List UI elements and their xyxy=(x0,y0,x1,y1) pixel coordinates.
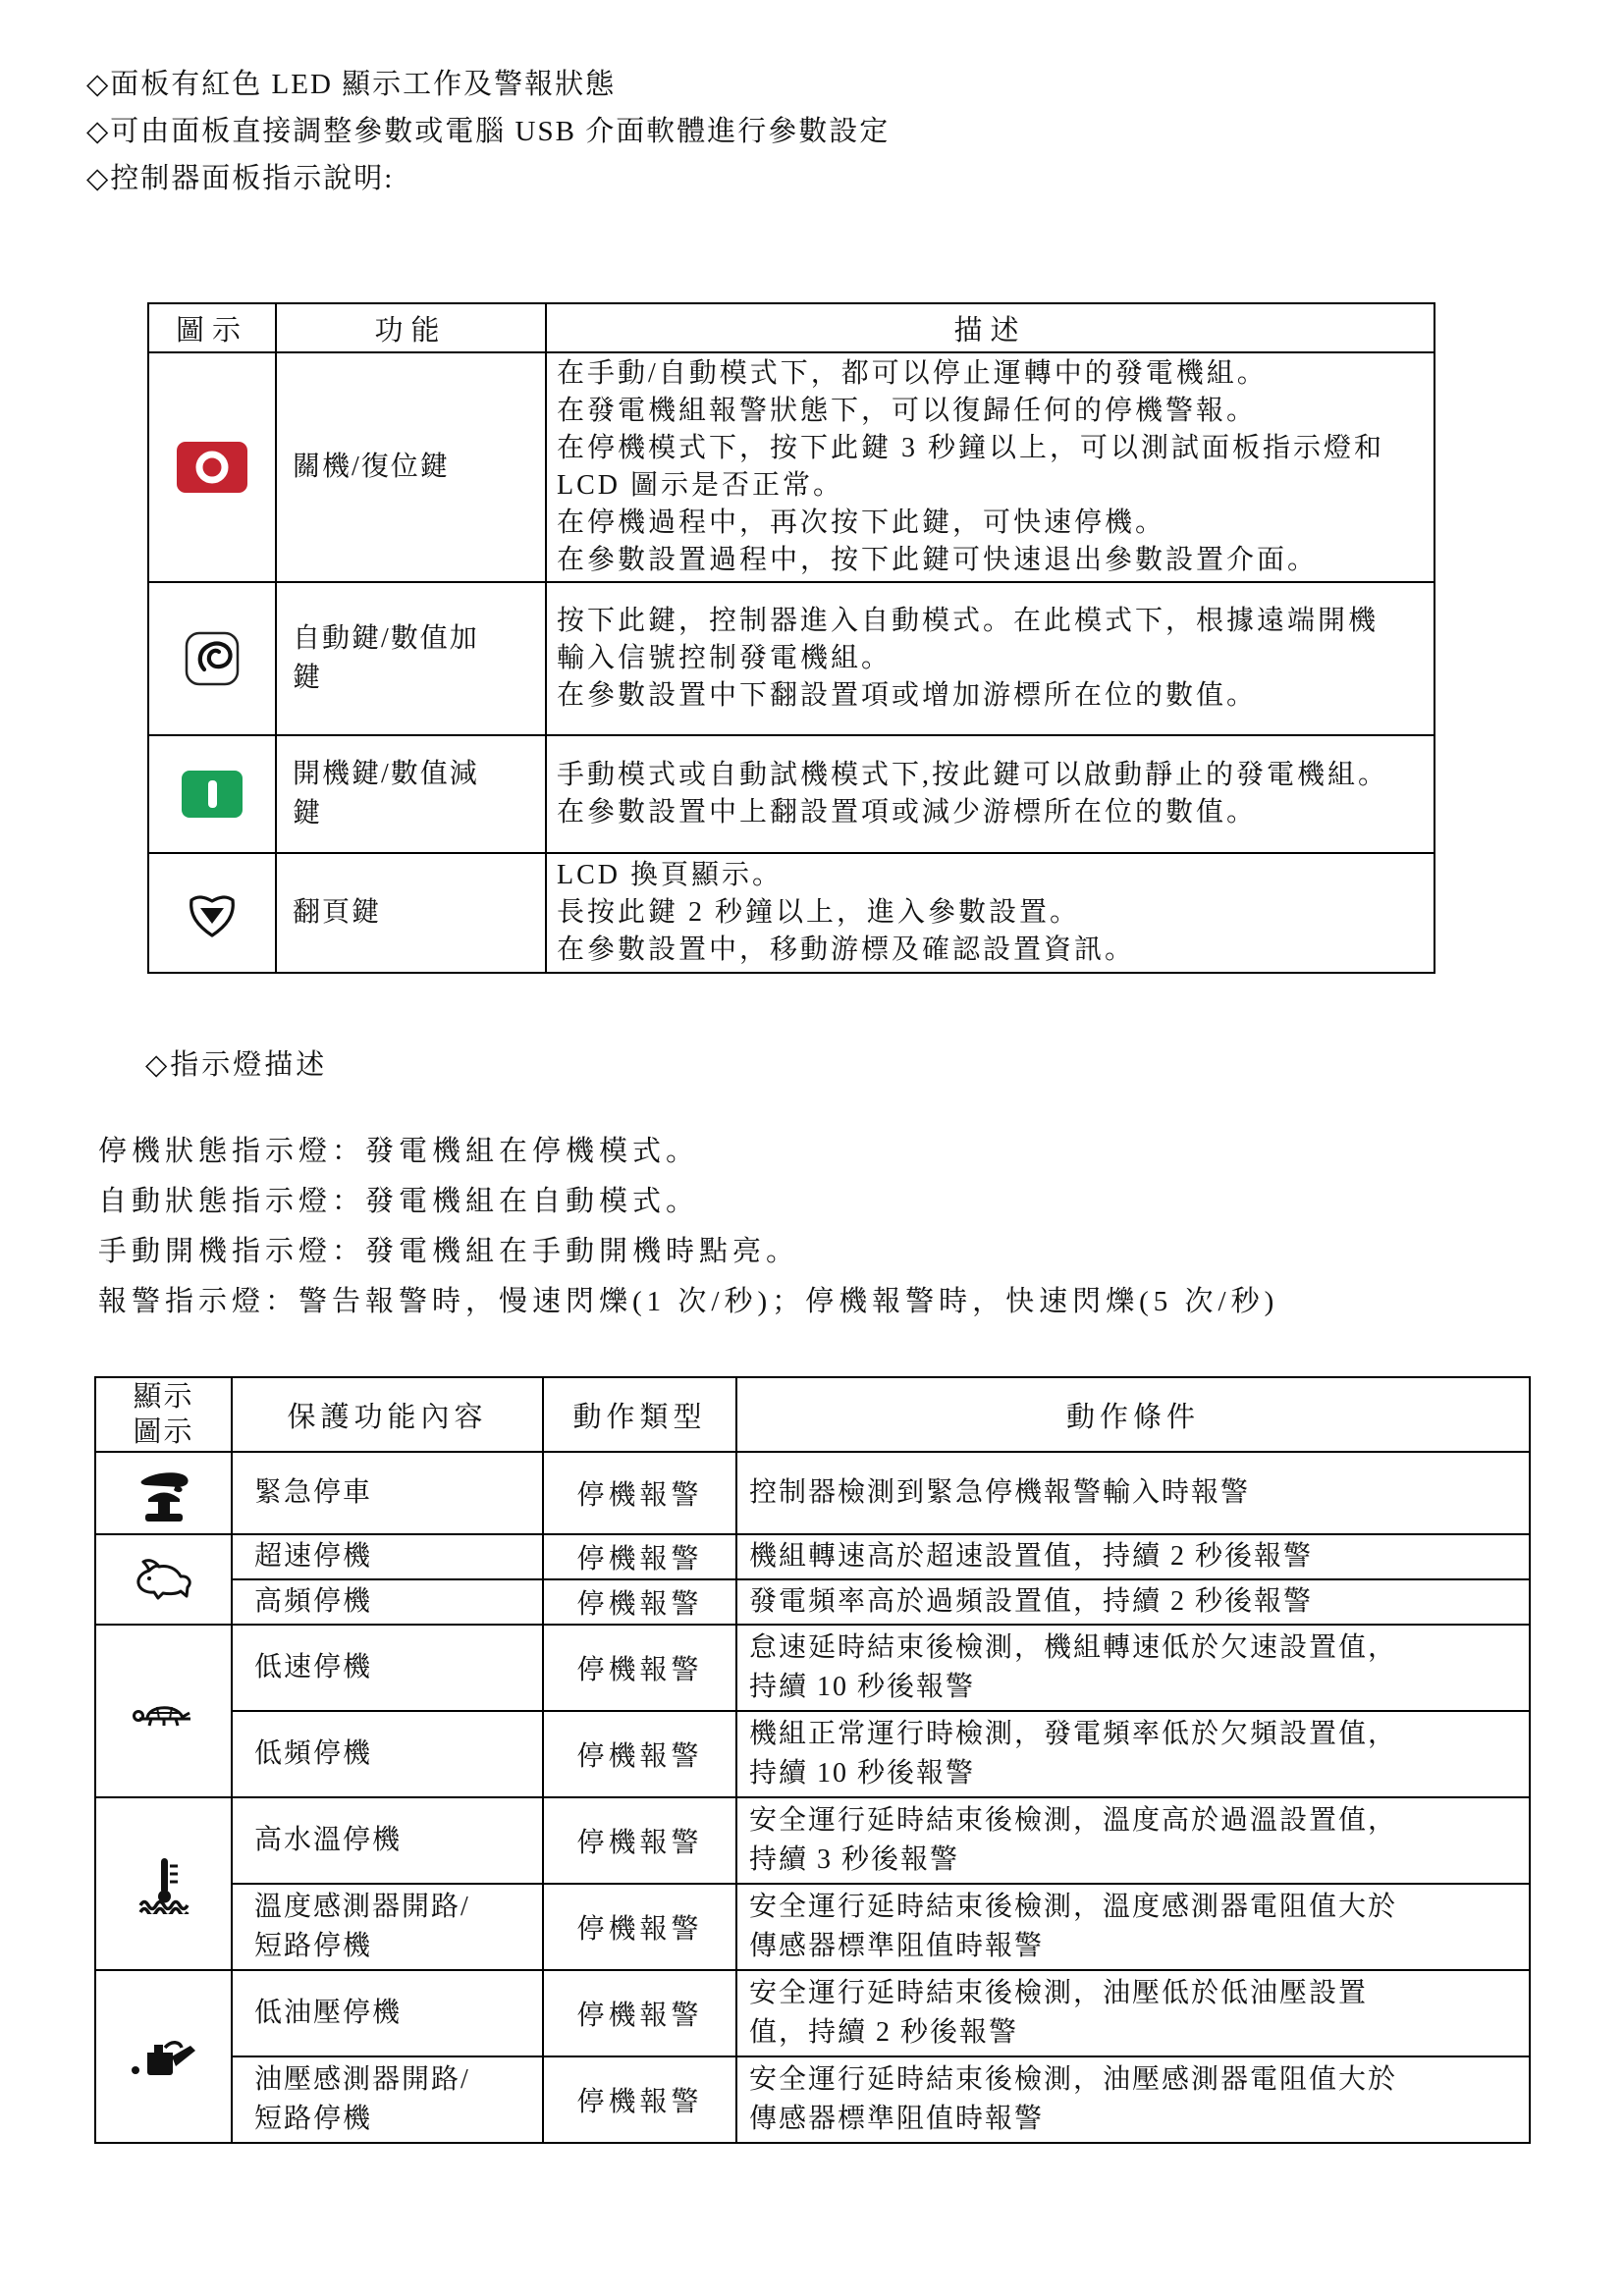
function-cell: 自動鍵/數值加 鍵 xyxy=(276,582,546,735)
emergency-stop-icon xyxy=(133,1464,195,1522)
col-header-protection: 保護功能內容 xyxy=(232,1377,543,1452)
bullet-line: ◇控制器面板指示說明: xyxy=(86,163,395,194)
protection-content-cell: 溫度感測器開路/ 短路停機 xyxy=(232,1884,543,1970)
action-condition-cell: 機組正常運行時檢測，發電頻率低於欠頻設置值， 持續 10 秒後報警 xyxy=(736,1711,1530,1797)
indicator-line: 停機狀態指示燈：發電機組在停機模式。 xyxy=(98,1136,700,1167)
start-key-cell xyxy=(148,735,276,853)
action-type-cell: 停機報警 xyxy=(543,1711,736,1797)
protection-content-cell: 低頻停機 xyxy=(232,1711,543,1797)
col-header-action-condition: 動作條件 xyxy=(736,1377,1530,1452)
action-type-cell: 停機報警 xyxy=(543,1452,736,1534)
action-type-cell: 停機報警 xyxy=(543,1970,736,2056)
protection-content-cell: 緊急停車 xyxy=(232,1452,543,1534)
rabbit-cell xyxy=(95,1534,232,1625)
rabbit-icon xyxy=(133,1557,195,1602)
indicator-line: 自動狀態指示燈：發電機組在自動模式。 xyxy=(98,1186,700,1217)
indicator-descriptions xyxy=(98,1127,1278,1327)
table-header-row xyxy=(95,1377,1530,1452)
table-row xyxy=(95,1711,1530,1797)
col-header-action-type: 動作類型 xyxy=(543,1377,736,1452)
indicator-section-title: ◇指示燈描述 xyxy=(145,1049,328,1081)
col-header-display-icon: 顯示 圖示 xyxy=(95,1377,232,1452)
action-type-cell: 停機報警 xyxy=(543,1797,736,1884)
function-cell: 開機鍵/數值減 鍵 xyxy=(276,735,546,853)
protection-table xyxy=(94,1376,1531,2144)
oil-pressure-cell xyxy=(95,1970,232,2143)
action-condition-cell: 安全運行延時結束後檢測，油壓感測器電阻值大於 傳感器標準阻值時報警 xyxy=(736,2056,1530,2143)
action-type-cell: 停機報警 xyxy=(543,1884,736,1970)
action-type-cell: 停機報警 xyxy=(543,1579,736,1625)
description-cell: LCD 換頁顯示。 長按此鍵 2 秒鐘以上，進入參數設置。 在參數設置中，移動游標及確認設置資訊。 xyxy=(546,853,1435,973)
intro-bullets xyxy=(86,61,890,202)
table-row xyxy=(95,1797,1530,1884)
table-row xyxy=(95,1579,1530,1625)
bullet-line: ◇面板有紅色 LED 顯示工作及警報狀態 xyxy=(86,69,617,100)
col-header-function: 功能 xyxy=(276,303,546,352)
protection-content-cell: 低油壓停機 xyxy=(232,1970,543,2056)
function-cell: 關機/復位鍵 xyxy=(276,352,546,582)
protection-content-cell: 超速停機 xyxy=(232,1534,543,1579)
indicator-line: 報警指示燈：警告報警時，慢速閃爍(1 次/秒)；停機報警時，快速閃爍(5 次/秒) xyxy=(98,1286,1279,1317)
action-condition-cell: 安全運行延時結束後檢測，溫度感測器電阻值大於 傳感器標準阻值時報警 xyxy=(736,1884,1530,1970)
action-type-cell: 停機報警 xyxy=(543,1534,736,1579)
water-temp-cell xyxy=(95,1797,232,1970)
action-condition-cell: 控制器檢測到緊急停機報警輸入時報警 xyxy=(736,1452,1530,1534)
oil-can-icon xyxy=(128,2033,200,2080)
action-type-cell: 停機報警 xyxy=(543,2056,736,2143)
col-header-icon: 圖示 xyxy=(148,303,276,352)
panel-buttons-table xyxy=(147,302,1435,974)
action-condition-cell: 發電頻率高於過頻設置值，持續 2 秒後報警 xyxy=(736,1579,1530,1625)
description-cell: 按下此鍵，控制器進入自動模式。在此模式下，根據遠端開機 輸入信號控制發電機組。 在參數設置中下翻設置項或增加游標所在位的數值。 xyxy=(546,582,1435,735)
protection-content-cell: 高頻停機 xyxy=(232,1579,543,1625)
description-cell: 手動模式或自動試機模式下,按此鍵可以啟動靜止的發電機組。 在參數設置中上翻設置項或減少游標所在位的數值。 xyxy=(546,735,1435,853)
description-cell: 在手動/自動模式下，都可以停止運轉中的發電機組。 在發電機組報警狀態下，可以復歸任何的停機警報。 在停機模式下，按下此鍵 3 秒鐘以上，可以測試面板指示燈和 LCD 圖示是否正常。 在停機過程中，再次按下此鍵，可快速停機。 在參數設置過程中，按下此鍵可快速退出參數設置介面。 xyxy=(546,352,1435,582)
turtle-icon xyxy=(130,1689,198,1733)
bullet-line: ◇可由面板直接調整參數或電腦 USB 介面軟體進行參數設定 xyxy=(86,116,891,147)
function-cell: 翻頁鍵 xyxy=(276,853,546,973)
auto-key-icon xyxy=(185,631,240,686)
table-row xyxy=(95,1452,1530,1534)
table-row xyxy=(148,735,1435,853)
protection-content-cell: 低速停機 xyxy=(232,1625,543,1711)
auto-key-cell xyxy=(148,582,276,735)
table-row xyxy=(148,853,1435,973)
action-condition-cell: 機組轉速高於超速設置值，持續 2 秒後報警 xyxy=(736,1534,1530,1579)
col-header-description: 描述 xyxy=(546,303,1435,352)
table-row xyxy=(148,582,1435,735)
protection-content-cell: 高水溫停機 xyxy=(232,1797,543,1884)
table-row xyxy=(148,352,1435,582)
start-key-icon xyxy=(181,770,244,819)
table-row xyxy=(95,2056,1530,2143)
table-row xyxy=(95,1884,1530,1970)
table-row xyxy=(95,1970,1530,2056)
indicator-line: 手動開機指示燈：發電機組在手動開機時點亮。 xyxy=(98,1236,800,1267)
emergency-stop-cell xyxy=(95,1452,232,1534)
stop-reset-button-icon xyxy=(176,441,248,494)
page-key-cell xyxy=(148,853,276,973)
action-type-cell: 停機報警 xyxy=(543,1625,736,1711)
action-condition-cell: 怠速延時結束後檢測，機組轉速低於欠速設置值， 持續 10 秒後報警 xyxy=(736,1625,1530,1711)
page-key-icon xyxy=(184,887,241,938)
table-header-row xyxy=(148,303,1435,352)
action-condition-cell: 安全運行延時結束後檢測，溫度高於過溫設置值， 持續 3 秒後報警 xyxy=(736,1797,1530,1884)
protection-content-cell: 油壓感測器開路/ 短路停機 xyxy=(232,2056,543,2143)
stop-reset-button-cell xyxy=(148,352,276,582)
table-row xyxy=(95,1534,1530,1579)
table-row xyxy=(95,1625,1530,1711)
action-condition-cell: 安全運行延時結束後檢測，油壓低於低油壓設置 值，持續 2 秒後報警 xyxy=(736,1970,1530,2056)
high-water-temp-icon xyxy=(136,1853,191,1914)
turtle-cell xyxy=(95,1625,232,1797)
